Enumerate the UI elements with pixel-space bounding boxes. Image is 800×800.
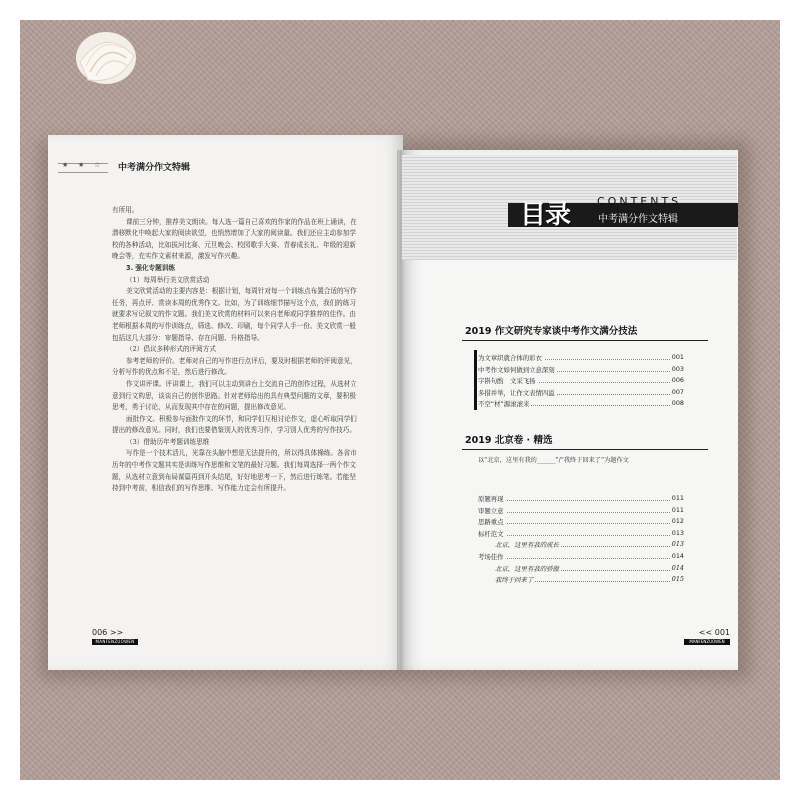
toc-item [478,376,684,386]
star-icon: ★ [78,161,85,169]
left-page-footer [92,628,152,644]
toc-subitem [495,564,684,574]
star-icon: ☆ [94,161,101,169]
toc-heading-en: CONTENTS [597,195,682,208]
toc-item [478,353,684,363]
toc-item-page: 007 [671,387,684,396]
body-paragraph: 参考老师的评价。老师对自己的写作进行点评后，要及时根据老师的评阅意见，分析写作的优点和不足，然后进行修改。 [112,356,357,377]
toc-item-label: 思路重点 [478,518,504,527]
right-page-footer [670,628,730,644]
frame-right [780,0,800,800]
toc-item-page: 003 [671,364,684,373]
star-icon: ★ [62,161,69,169]
seashell-icon [70,22,140,92]
left-page-body-text [112,205,362,495]
right-page-number: << 001 [698,628,730,637]
toc-item-label: 不空“材”源滚滚来 [478,400,530,408]
left-footer-band: MANFENZUOWEN [92,639,138,645]
toc-item [478,494,684,504]
toc-item-label: 多措并举，让作文表情四溢 [478,388,555,397]
frame-bottom [0,780,800,800]
toc-heading-cn: 目录 [520,200,571,230]
section-heading: 3. 强化专题训练 [126,263,175,272]
left-page-number: 006 >> [92,628,124,637]
toc-item-label: 原题再现 [478,495,504,503]
toc-leader-dots [478,500,684,501]
toc-item-page: 014 [671,563,684,572]
left-page-header [58,160,378,174]
body-paragraph: （2）倡议多种形式的评阅方式 [126,345,216,354]
toc-item-label: 为文章织就合体的彩衣 [478,354,542,362]
body-paragraph: （3）借助历年考题训练思维 [126,437,210,446]
toc-subitem [495,540,684,550]
toc-section1-title: 2019 作文研究专家谈中考作文满分技法 [465,326,638,337]
toc-item [478,388,684,398]
toc-item-label: 字斟句酌 文采飞扬 [478,377,536,385]
header-decoration [58,163,108,173]
body-paragraph: 面批作文。积极参与面批作文的环节，和同学们互相讨论作文，虚心听取同学们提出的修改意见。同时，我们也要借鉴别人的优秀习作，学习别人优秀的写作技巧。 [112,414,357,435]
toc-item-page: 015 [671,575,684,584]
toc-item-page: 011 [671,505,684,514]
toc-item [478,365,684,375]
toc-section2-rule [462,449,708,450]
toc-item [478,529,684,539]
body-paragraph: 美文欣赏活动的主要内容是：根据计划，每周针对每一个训练点布置合适的写作任务，再点评、赏读本周的优秀作文。比如，为了训练细节描写这个点，我们的练习就要求写记叙文的作文题。我们美文欣赏的材料可以来自老师或同学推荐的佳作。由老师根据本周的写作训练点，筛选、修改、印刷，每个同学人手一份。美文欣赏一般包括这几大部分：审题指导、存在问题、升格指导。 [112,287,357,342]
toc-subitem [495,575,684,585]
toc-item-page: 013 [671,528,684,537]
toc-item-page: 013 [671,540,684,549]
frame-left [0,0,20,800]
toc-item [478,552,684,562]
toc-section2-prompt: 以“北京，这里有我的______”/“我终于回来了”为题作文 [478,457,629,464]
toc-item-page: 011 [671,494,684,502]
toc-item-label: 中考作文如何做到立意深刻 [478,365,555,374]
toc-leader-dots [478,558,684,559]
toc-item-label: 审题立意 [478,506,504,515]
body-paragraph: 课前三分钟，推荐美文朗读。每人选一篇自己喜欢的作家的作品在班上诵读，在潜移默化中唤起大家的阅读欲望，也悄然增加了大家的阅读量。我们还应主动参加学校的各种活动，比如拔河比赛、元旦晚会、校园歌手大赛、青春成长礼、年级的迎新晚会等，充实作文素材来源，激发写作兴趣。 [112,217,357,261]
right-footer-band: MANFENZUOWEN [684,639,730,645]
left-page-title: 中考满分作文特辑 [118,163,191,173]
toc-item-label: 北京，这里有我的骄傲 [495,564,559,573]
toc-subtitle: 中考满分作文特辑 [598,214,678,225]
toc-item-label: 我终于回来了 [495,576,534,585]
body-paragraph: 作文讲评课。评讲课上，我们可以主动到讲台上交流自己的创作过程，从选材立意到行文构思，谈谈自己的创作思路。针对老师给出的具有典型问题的文章，要积极思考，勇于讨论，从而发现其中存在的问题，提出修改意见。 [112,379,357,412]
toc-leader-dots [478,535,684,536]
toc-item-page: 001 [671,353,684,361]
toc-item-label: 标杆范文 [478,529,504,538]
toc-item [478,517,684,527]
body-paragraph: （1）每周举行美文欣赏活动 [126,275,210,284]
toc-section1-rule [462,340,708,341]
body-paragraph: 有所用。 [112,206,139,214]
toc-item-page: 012 [671,517,684,526]
toc-leader-dots [478,512,684,513]
toc-item-label: 考场佳作 [478,553,504,561]
frame-top [0,0,800,20]
toc-section2-title: 2019 北京卷 · 精选 [465,435,553,446]
toc-item [478,399,684,409]
toc-item-page: 006 [671,376,684,384]
toc-section1-marker [474,350,477,410]
toc-item-label: 北京，这里有我的成长 [495,541,559,550]
toc-item-page: 008 [671,399,684,407]
toc-leader-dots [478,523,684,524]
toc-item-page: 014 [671,552,684,560]
toc-item [478,506,684,516]
body-paragraph: 写作是一个技术活儿，光靠在头脑中想是无法提升的，所以得具体操练。各省市历年的中考作文题其实是训练写作思维和文笔的最好习题。我们每周选择一两个作文题，从选材立意到布局谋篇再到开头结尾，好好地思考一下，然后进行练笔。若能坚持到中考前，相信我们的写作思维、写作能力定会有所提升。 [112,449,357,493]
